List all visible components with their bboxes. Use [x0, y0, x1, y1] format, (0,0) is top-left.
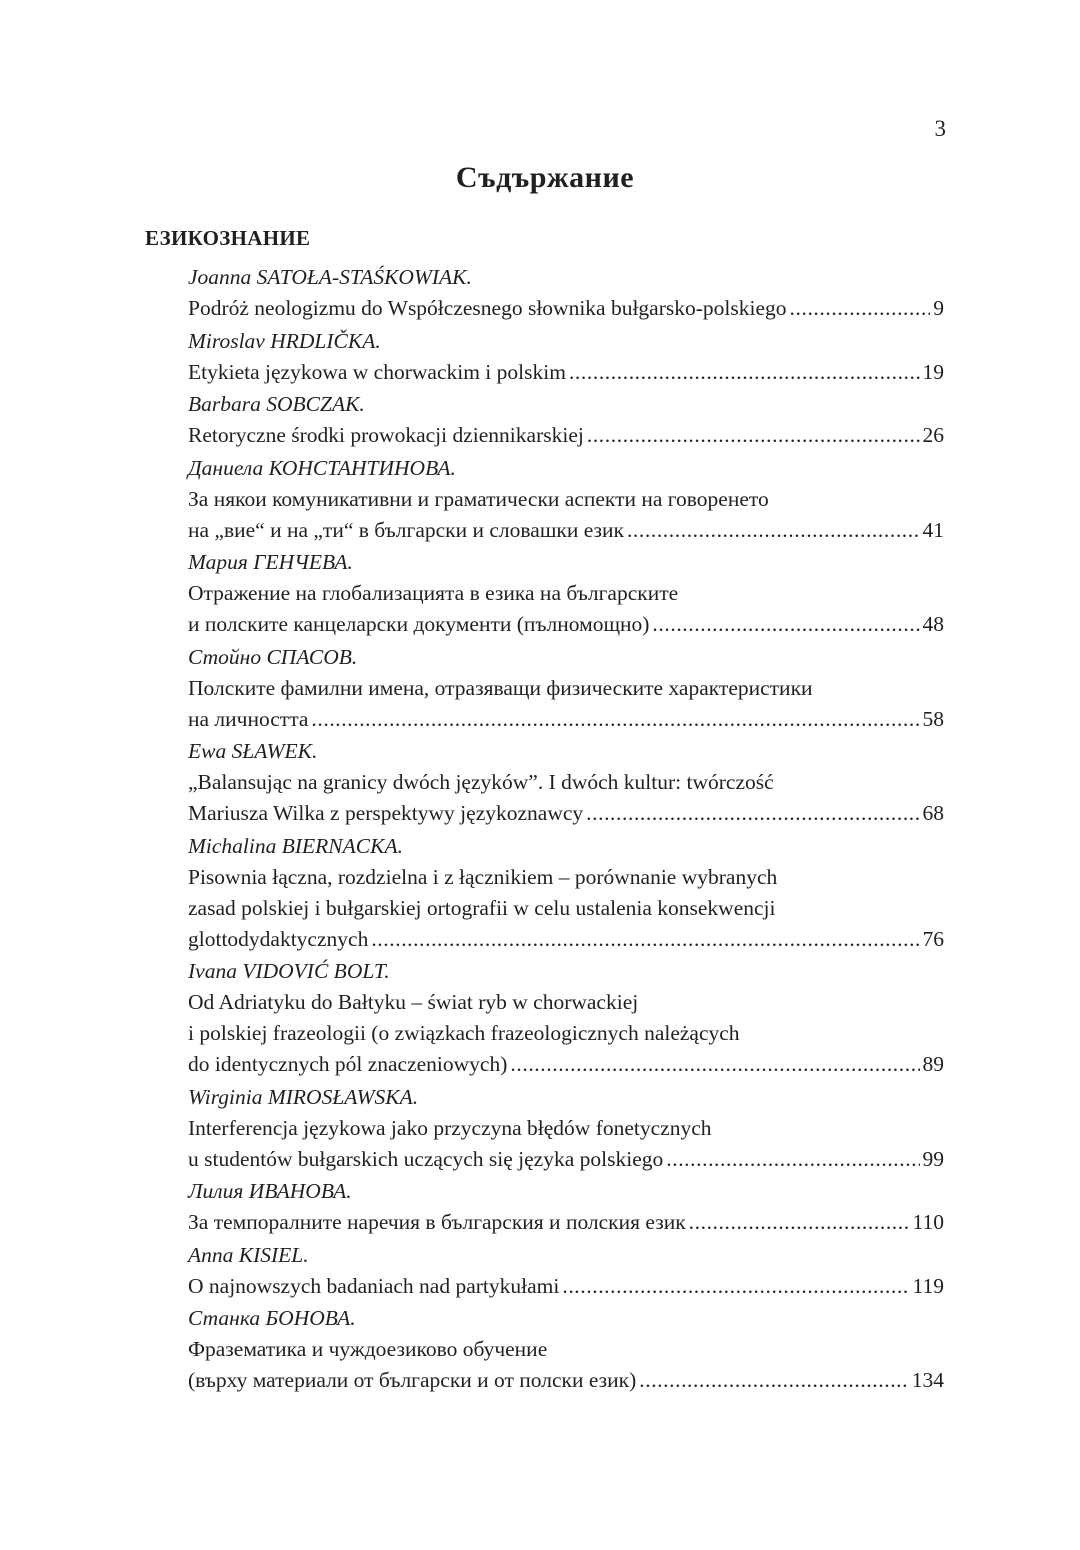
entry-page-number: 89 [922, 1052, 944, 1076]
entry-title-line: Полските фамилни имена, отразяващи физическите характеристики [188, 675, 813, 700]
entry-title-row [188, 293, 944, 324]
entry-page-number: 119 [912, 1273, 944, 1298]
dot-leader [371, 924, 919, 955]
entry-author: Wirginia MIROSŁAWSKA. [188, 1084, 419, 1109]
entry-page-number: 48 [922, 612, 944, 636]
entry-title-row [188, 609, 944, 640]
toc-entry [188, 736, 944, 829]
entry-title-line: O najnowszych badaniach nad partykułami [188, 1273, 560, 1298]
dot-leader [587, 420, 920, 451]
entry-page-number: 110 [912, 1210, 944, 1234]
page-number: 3 [934, 116, 946, 141]
entry-title-row [188, 1207, 944, 1238]
dot-leader [652, 609, 919, 640]
entry-title-row [188, 1271, 944, 1302]
entry-author: Anna KISIEL. [188, 1242, 309, 1267]
entry-author: Joanna SATOŁA-STAŚKOWIAK. [188, 265, 472, 289]
entry-title-row [188, 1144, 944, 1175]
entry-author: Даниела КОНСТАНТИНОВА. [188, 455, 456, 480]
toc-entry [188, 389, 944, 451]
toc-entry [188, 1303, 944, 1396]
entry-author: Ivana VIDOVIĆ BOLT. [188, 959, 390, 983]
entry-title-line: Podróż neologizmu do Współczesnego słownika bułgarsko-polskiego [188, 296, 787, 320]
entry-title-line: За някои комуникативни и граматически аспекти на говоренето [188, 486, 769, 511]
entry-author: Лилия ИВАНОВА. [188, 1179, 352, 1203]
entry-title-line: Фразематика и чуждоезиково обучение [188, 1337, 548, 1361]
entry-author: Barbara SOBCZAK. [188, 392, 365, 416]
toc-entry [188, 1176, 944, 1238]
entry-title-line: „Balansując na granicy dwóch języków”. I dwóch kultur: twórczość [188, 770, 774, 794]
toc-entry [188, 547, 944, 640]
entry-author: Ewa SŁAWEK. [188, 739, 318, 763]
entry-title-line: i polskiej frazeologii (o związkach frazeologicznych należących [188, 1021, 740, 1045]
entry-title-line: на личността [188, 706, 309, 731]
entry-author: Станка БОНОВА. [188, 1306, 356, 1330]
entry-author: Стойно СПАСОВ. [188, 644, 358, 669]
dot-leader [639, 1365, 909, 1396]
section-heading: ЕЗИКОЗНАНИЕ [145, 226, 311, 250]
entry-page-number: 41 [922, 517, 944, 542]
entry-page-number: 26 [922, 423, 944, 447]
entry-title-line: Interferencja językowa jako przyczyna błędów fonetycznych [188, 1115, 712, 1140]
entry-title-line: Pisownia łączna, rozdzielna i z łącznikiem – porównanie wybranych [188, 864, 778, 889]
entry-title-line: и полските канцеларски документи (пълномощно) [188, 612, 650, 636]
entry-page-number: 99 [922, 1146, 944, 1171]
toc-entry [188, 1082, 944, 1175]
entry-author: Michalina BIERNACKA. [188, 833, 403, 858]
toc-entry [188, 262, 944, 324]
entry-title-line: zasad polskiej i bułgarskiej ortografii w celu ustalenia konsekwencji [188, 895, 776, 920]
dot-leader [569, 357, 920, 388]
page-title: Съдържание [455, 161, 635, 194]
dot-leader [627, 515, 920, 546]
entry-title-line: u studentów bułgarskich uczących się języka polskiego [188, 1146, 664, 1171]
entry-title-line: (върху материали от български и от полски език) [188, 1368, 637, 1392]
entry-title-row [188, 420, 944, 451]
toc-entry [188, 831, 944, 955]
entry-title-line: За темпоралните наречия в българския и полския език [188, 1210, 686, 1234]
entry-page-number: 58 [922, 706, 944, 731]
entry-title-line: Отражение на глобализацията в езика на българските [188, 581, 679, 605]
entry-page-number: 76 [922, 926, 944, 951]
entry-page-number: 19 [922, 359, 944, 384]
dot-leader [562, 1271, 909, 1302]
entry-title-line: do identycznych pól znaczeniowych) [188, 1052, 508, 1076]
toc-entry [188, 326, 944, 388]
entry-title-line: Od Adriatyku do Bałtyku – świat ryb w chorwackiej [188, 990, 639, 1014]
entry-title-line: glottodydaktycznych [188, 926, 369, 951]
toc-entry [188, 1240, 944, 1302]
entry-title-row [188, 798, 944, 829]
entry-title-line: на „вие“ и на „ти“ в български и словашки език [188, 517, 624, 542]
dot-leader [666, 1144, 919, 1175]
entry-page-number: 9 [933, 296, 944, 320]
entry-author: Miroslav HRDLIČKA. [188, 328, 381, 353]
entry-author: Мария ГЕНЧЕВА. [188, 550, 353, 574]
entry-title-row [188, 1049, 944, 1080]
entry-title-row [188, 924, 944, 955]
entry-title-row [188, 357, 944, 388]
entry-page-number: 68 [922, 801, 944, 825]
dot-leader [510, 1049, 919, 1080]
entry-title-line: Etykieta językowa w chorwackim i polskim [188, 359, 566, 384]
entry-title-line: Retoryczne środki prowokacji dziennikarskiej [188, 423, 584, 447]
dot-leader [689, 1207, 910, 1238]
dot-leader [311, 704, 919, 735]
entry-page-number: 134 [911, 1368, 944, 1392]
entry-title-row [188, 1365, 944, 1396]
toc-entry [188, 642, 944, 735]
entry-title-line: Mariusza Wilka z perspektywy językoznawcy [188, 801, 584, 825]
dot-leader [586, 798, 919, 829]
dot-leader [790, 293, 931, 324]
toc-entry [188, 453, 944, 546]
entry-title-row [188, 704, 944, 735]
entry-title-row [188, 515, 944, 546]
toc-entry [188, 956, 944, 1080]
table-of-contents [188, 262, 944, 1398]
